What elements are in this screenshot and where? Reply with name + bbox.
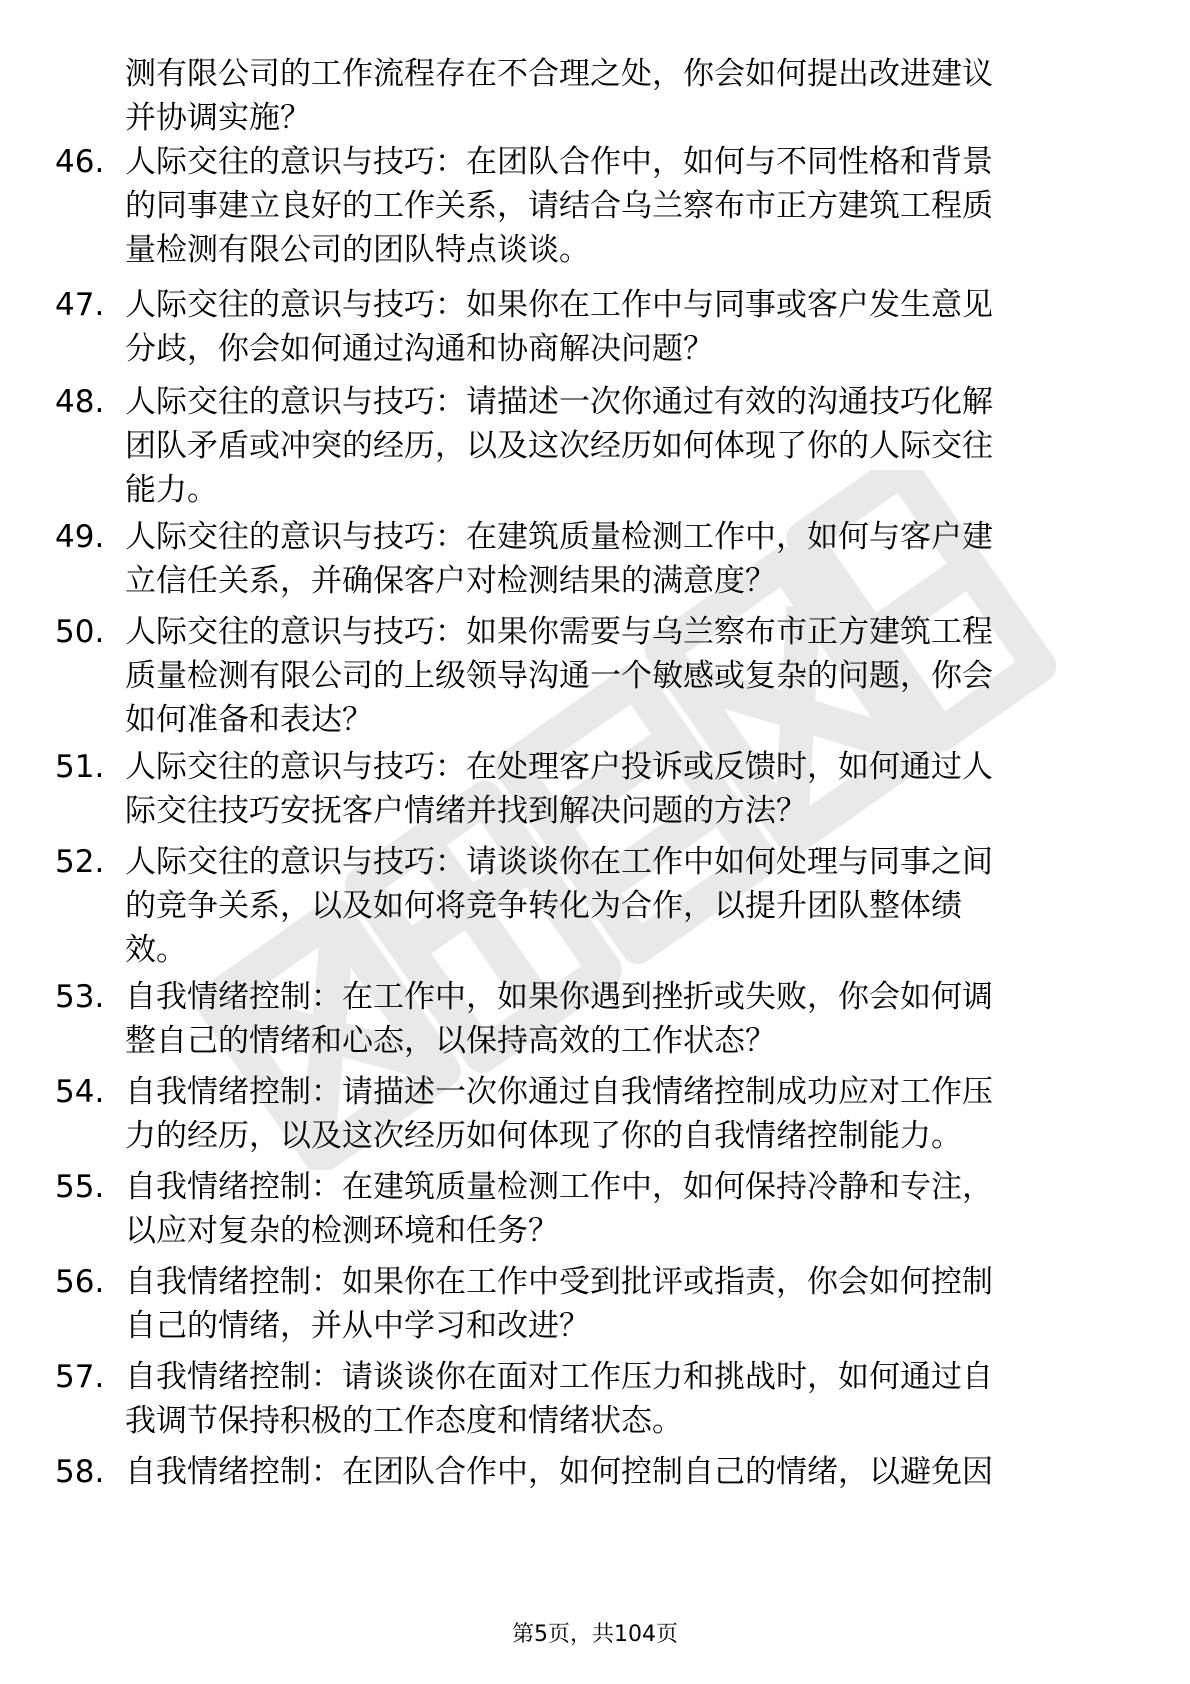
question-text: 自我情绪控制：如果你在工作中受到批评或指责，你会如何控制 自己的情绪，并从中学习和改进？ [125,1264,993,1344]
question-number: 50. [55,614,105,650]
question-number: 49. [55,519,105,555]
question-number: 46. [55,144,105,180]
question-text: 人际交往的意识与技巧：在建筑质量检测工作中，如何与客户建 立信任关系，并确保客户对检测结果的满意度？ [125,519,993,599]
question-text: 自我情绪控制：请谈谈你在面对工作压力和挑战时，如何通过自 我调节保持积极的工作态度和情绪状态。 [125,1359,993,1439]
question-text: 自我情绪控制：在团队合作中，如何控制自己的情绪，以避免因 [125,1454,993,1490]
question-text: 人际交往的意识与技巧：如果你需要与乌兰察布市正方建筑工程 质量检测有限公司的上级领导沟通一个敏感或复杂的问题，你会 如何准备和表达？ [125,614,993,738]
question-number: 58. [55,1454,105,1490]
question-text: 人际交往的意识与技巧：如果你在工作中与同事或客户发生意见 分歧，你会如何通过沟通和协商解决问题？ [125,287,993,367]
question-number: 52. [55,844,105,880]
question-text: 自我情绪控制：在工作中，如果你遇到挫折或失败，你会如何调 整自己的情绪和心态，以保持高效的工作状态？ [125,979,993,1059]
question-text: 人际交往的意识与技巧：在团队合作中，如何与不同性格和背景 的同事建立良好的工作关系，请结合乌兰察布市正方建筑工程质 量检测有限公司的团队特点谈谈。 [125,144,993,268]
question-number: 47. [55,287,105,323]
question-text: 自我情绪控制：在建筑质量检测工作中，如何保持冷静和专注， 以应对复杂的检测环境和任务？ [125,1169,993,1249]
question-number: 57. [55,1359,105,1395]
question-text: 人际交往的意识与技巧：在处理客户投诉或反馈时，如何通过人 际交往技巧安抚客户情绪并找到解决问题的方法？ [125,749,993,829]
question-text: 自我情绪控制：请描述一次你通过自我情绪控制成功应对工作压 力的经历，以及这次经历如何体现了你的自我情绪控制能力。 [125,1074,993,1154]
question-number: 54. [55,1074,105,1110]
continuation-text: 测有限公司的工作流程存在不合理之处，你会如何提出改进建议 并协调实施？ [125,56,993,136]
page-footer: 第5页，共104页 [512,1622,678,1647]
question-number: 53. [55,979,105,1015]
question-number: 51. [55,749,105,785]
question-text: 人际交往的意识与技巧：请谈谈你在工作中如何处理与同事之间 的竞争关系，以及如何将竞争转化为合作，以提升团队整体绩 效。 [125,844,993,968]
question-number: 55. [55,1169,105,1205]
question-number: 56. [55,1264,105,1300]
question-text: 人际交往的意识与技巧：请描述一次你通过有效的沟通技巧化解 团队矛盾或冲突的经历，以及这次经历如何体现了你的人际交往 能力。 [125,384,993,508]
question-number: 48. [55,384,105,420]
